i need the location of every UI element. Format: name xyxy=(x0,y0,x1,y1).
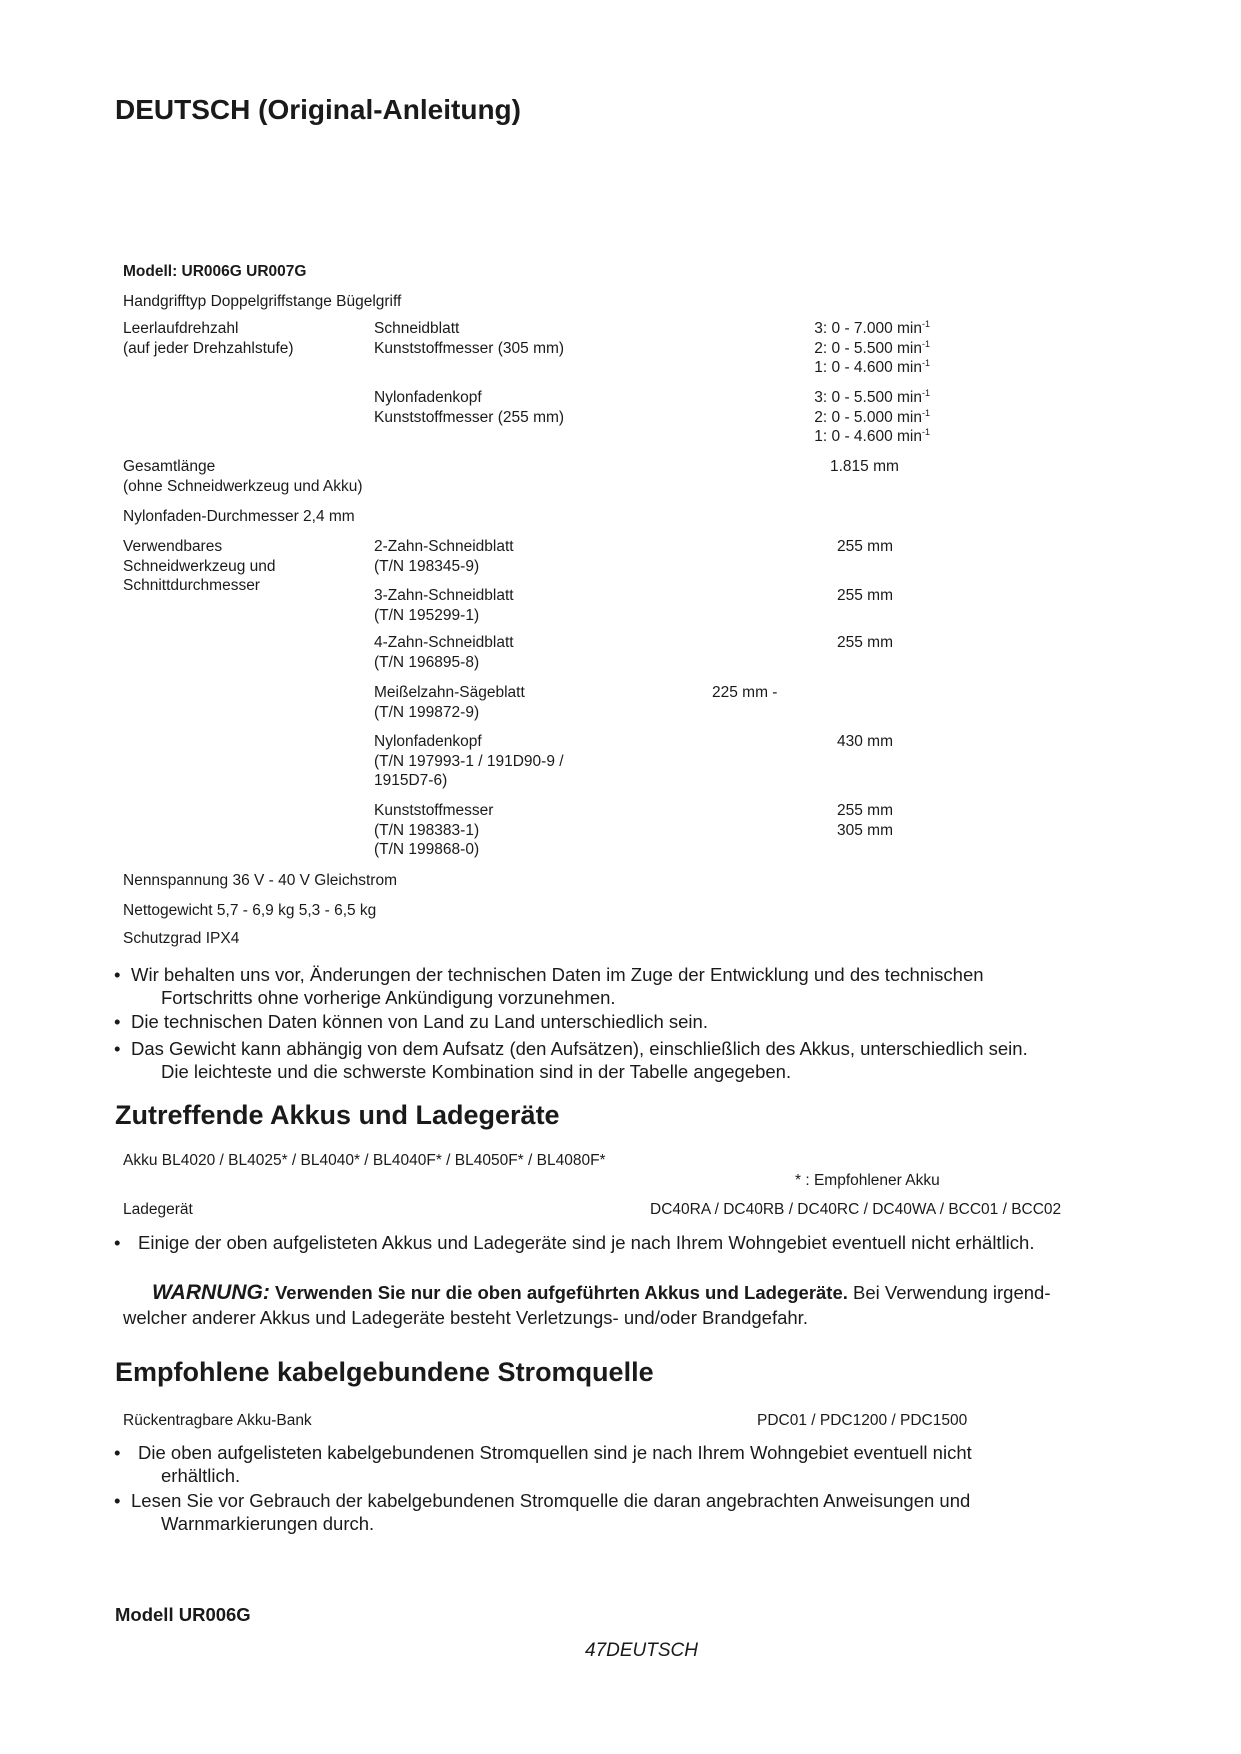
speed-exponent: -1 xyxy=(921,338,930,349)
spec-protection: Schutzgrad IPX4 xyxy=(123,930,240,947)
spec-blade-speeds xyxy=(780,319,930,379)
note-text: Die technischen Daten können von Land zu Land unterschiedlich sein. xyxy=(131,1011,708,1032)
page-footer: 47DEUTSCH xyxy=(585,1640,698,1661)
bullet-icon: • xyxy=(114,964,121,985)
speed-value: 3: 0 - 5.500 min xyxy=(814,389,922,406)
speed-exponent: -1 xyxy=(921,388,930,398)
model-footer: Modell UR006G xyxy=(115,1604,251,1625)
note-text: Das Gewicht kann abhängig von dem Aufsatz (den Aufsätzen), einschließlich des Akkus, unterschiedlich sein. xyxy=(131,1038,1028,1059)
cutting-tool-name: Meißelzahn-Sägeblatt (T/N 199872-9) xyxy=(374,684,525,721)
cutting-tool-name: Kunststoffmesser (T/N 198383-1) (T/N 199868-0) xyxy=(374,802,494,858)
cutting-tool-diameter: 225 mm - xyxy=(712,684,778,701)
note-text-cont: Die leichteste und die schwerste Kombination sind in der Tabelle angegeben. xyxy=(161,1061,792,1082)
cutting-tool-diameter: 255 mm xyxy=(837,538,893,555)
speed-value: 1: 0 - 4.600 min xyxy=(814,359,922,376)
cutting-tool-diameter: 430 mm xyxy=(837,733,893,750)
spec-nylon-tool: Nylonfadenkopf Kunststoffmesser (255 mm) xyxy=(374,389,565,426)
note-text-cont: Warnmarkierungen durch. xyxy=(161,1513,375,1534)
warning xyxy=(152,1281,1051,1304)
spec-handle-row: Handgrifftyp Doppelgriffstange Bügelgriff xyxy=(123,293,402,310)
bullet-icon: • xyxy=(114,1011,121,1032)
spec-nylon-diameter: Nylonfaden-Durchmesser 2,4 mm xyxy=(123,508,355,525)
note-text: Lesen Sie vor Gebrauch der kabelgebundenen Stromquelle die daran angebrachten Anweisungen und xyxy=(131,1490,971,1511)
speed-value: 2: 0 - 5.000 min xyxy=(814,408,922,426)
charger-label: Ladegerät xyxy=(123,1201,193,1218)
bullet-icon: • xyxy=(114,1038,121,1059)
speed-exponent: -1 xyxy=(921,427,930,437)
spec-noload-label: Leerlaufdrehzahl (auf jeder Drehzahlstufe) xyxy=(123,320,294,357)
spec-cutting-tools-label: Verwendbares Schneidwerkzeug und Schnittdurchmesser xyxy=(123,538,276,594)
cutting-tool-diameter: 255 mm 305 mm xyxy=(837,802,893,839)
cutting-tool-name: 2-Zahn-Schneidblatt (T/N 198345-9) xyxy=(374,538,514,575)
note-text-cont: Fortschritts ohne vorherige Ankündigung vorzunehmen. xyxy=(161,987,616,1008)
power-source-heading: Empfohlene kabelgebundene Stromquelle xyxy=(115,1357,654,1387)
power-source-label: Rückentragbare Akku-Bank xyxy=(123,1412,312,1429)
warning-text: Bei Verwendung irgend- xyxy=(853,1282,1051,1303)
warning-bold-text: Verwenden Sie nur die oben aufgeführten Akkus und Ladegeräte. xyxy=(274,1282,848,1303)
warning-label: WARNUNG: xyxy=(152,1281,270,1304)
cutting-tool-diameter: 255 mm xyxy=(837,634,893,651)
power-source-models: PDC01 / PDC1200 / PDC1500 xyxy=(757,1412,968,1429)
cutting-tool-name: 3-Zahn-Schneidblatt (T/N 195299-1) xyxy=(374,587,514,624)
bullet-icon: • xyxy=(114,1442,121,1463)
speed-exponent: -1 xyxy=(921,407,930,418)
charger-models: DC40RA / DC40RB / DC40RC / DC40WA / BCC01 / BCC02 xyxy=(650,1201,1062,1218)
spec-blade-tool: Schneidblatt Kunststoffmesser (305 mm) xyxy=(374,320,565,357)
recommended-note: * : Empfohlener Akku xyxy=(795,1172,940,1189)
batteries-heading: Zutreffende Akkus und Ladegeräte xyxy=(115,1100,560,1130)
note-text: Wir behalten uns vor, Änderungen der technischen Daten im Zuge der Entwicklung und des technischen xyxy=(131,964,984,985)
cutting-tool-diameter: 255 mm xyxy=(837,587,893,604)
spec-length-value: 1.815 mm xyxy=(830,458,899,475)
speed-exponent: -1 xyxy=(921,319,930,329)
bullet-icon: • xyxy=(114,1490,121,1511)
note-text: Einige der oben aufgelisteten Akkus und Ladegeräte sind je nach Ihrem Wohngebiet eventuell nicht erhältlich. xyxy=(138,1232,1035,1253)
bullet-icon: • xyxy=(114,1232,121,1253)
spec-net-weight: Nettogewicht 5,7 - 6,9 kg 5,3 - 6,5 kg xyxy=(123,902,377,919)
speed-value: 3: 0 - 7.000 min xyxy=(814,320,922,337)
battery-list: Akku BL4020 / BL4025* / BL4040* / BL4040F* / BL4050F* / BL4080F* xyxy=(123,1152,606,1169)
cutting-tool-name: 4-Zahn-Schneidblatt (T/N 196895-8) xyxy=(374,634,514,671)
note-text-cont: erhältlich. xyxy=(161,1465,241,1486)
speed-value: 2: 0 - 5.500 min xyxy=(814,339,922,357)
note-text: Die oben aufgelisteten kabelgebundenen Stromquellen sind je nach Ihrem Wohngebiet eventuell nicht xyxy=(138,1442,972,1463)
warning-text-line2: welcher anderer Akkus und Ladegeräte besteht Verletzungs- und/oder Brandgefahr. xyxy=(123,1307,808,1328)
spec-model-header: Modell: UR006G UR007G xyxy=(123,263,307,280)
spec-nylon-speeds xyxy=(780,388,930,448)
cutting-tool-name: Nylonfadenkopf (T/N 197993-1 / 191D90-9 / 1915D7-6) xyxy=(374,733,564,789)
page-title: DEUTSCH (Original-Anleitung) xyxy=(115,94,521,125)
speed-value: 1: 0 - 4.600 min xyxy=(814,428,922,445)
speed-exponent: -1 xyxy=(921,358,930,368)
spec-rated-voltage: Nennspannung 36 V - 40 V Gleichstrom xyxy=(123,872,397,889)
spec-length-label: Gesamtlänge (ohne Schneidwerkzeug und Akku) xyxy=(123,458,363,495)
